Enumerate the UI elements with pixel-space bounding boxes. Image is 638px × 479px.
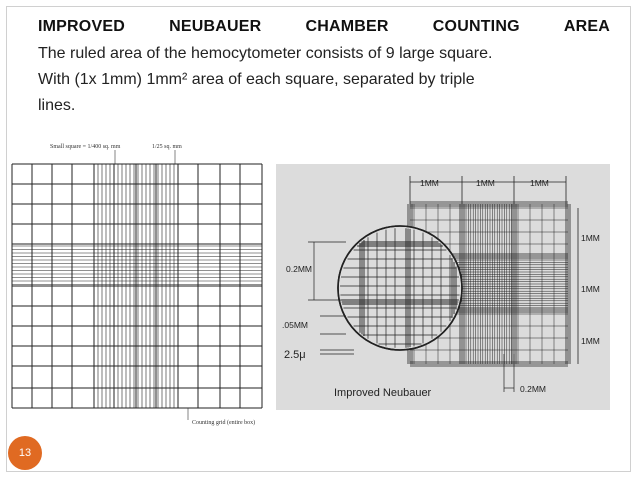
title-word: COUNTING	[432, 18, 520, 35]
diagram-caption: Improved Neubauer	[334, 387, 432, 399]
title-word: NEUBAUER	[169, 18, 262, 35]
dimension-label-02mm: 0.2MM	[286, 264, 312, 274]
dimension-label-top: 1MM	[420, 178, 439, 188]
dimension-label-top: 1MM	[476, 178, 495, 188]
counting-grid-label: Counting grid (entire box)	[192, 420, 256, 426]
paragraph-line: With (1x 1mm) 1mm² area of each square, separated by triple	[38, 71, 475, 88]
dimension-label-side: 1MM	[581, 233, 600, 243]
paragraph-line: lines.	[38, 97, 76, 114]
dimension-label-side: 1MM	[581, 336, 600, 346]
title-word: CHAMBER	[305, 18, 389, 35]
hemocytometer-grid-figure	[10, 140, 272, 440]
counting-grid	[12, 164, 262, 408]
dimension-label-02mm-bottom: 0.2MM	[520, 384, 546, 394]
page-number-badge: 13	[8, 436, 42, 470]
slide-body-text	[38, 41, 610, 119]
dimension-label-top: 1MM	[530, 178, 549, 188]
slide-title	[38, 18, 610, 36]
quarter-square-label: 1/25 sq. mm	[152, 144, 182, 150]
paragraph-line: The ruled area of the hemocytometer consists of 9 large square.	[38, 45, 493, 62]
small-square-label: Small square = 1/400 sq. mm	[50, 144, 121, 150]
dimension-label-005mm: .05MM	[282, 320, 308, 330]
improved-neubauer-diagram	[276, 164, 610, 410]
title-word: IMPROVED	[38, 18, 125, 35]
dimension-label-side: 1MM	[581, 284, 600, 294]
dimension-label-25u: 2.5μ	[284, 349, 306, 361]
title-word: AREA	[563, 18, 610, 35]
